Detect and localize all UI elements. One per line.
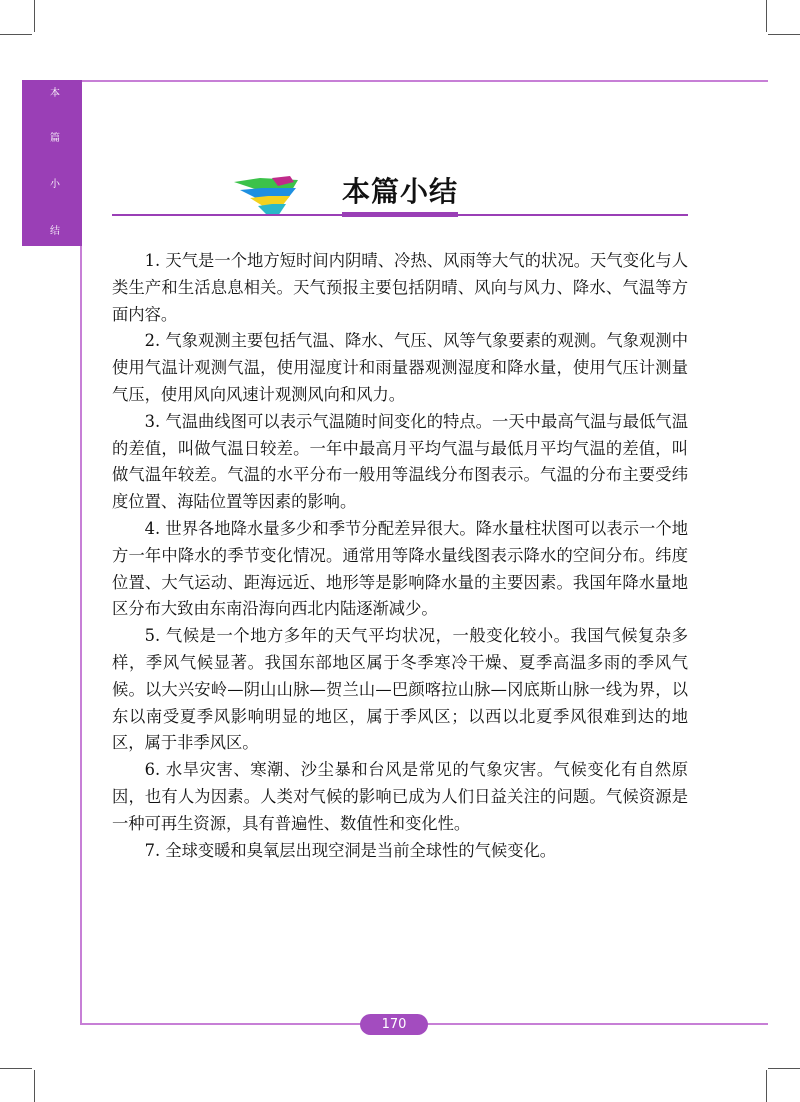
side-tab-char: 结 <box>50 226 60 237</box>
side-tab-char: 小 <box>50 179 60 190</box>
crop-mark <box>34 1070 35 1102</box>
top-rule <box>22 80 768 82</box>
summary-paragraph: 2. 气象观测主要包括气温、降水、气压、风等气象要素的观测。气象观测中使用气温计观测气温，使用湿度计和雨量器观测湿度和降水量，使用气压计测量气压，使用风向风速计观测风向和风力。 <box>112 331 688 404</box>
summary-paragraph: 5. 气候是一个地方多年的天气平均状况，一般变化较小。我国气候复杂多样，季风气候显著。我国东部地区属于冬季寒冷干燥、夏季高温多雨的季风气候。以大兴安岭—阴山山脉—贺兰山—巴颜喀拉山脉—冈底斯山脉一线为界，以东以南受夏季风影响明显的地区，属于季风区；以西以北夏季风很难到达的地区，属于非季风区。 <box>112 626 688 753</box>
summary-paragraph: 1. 天气是一个地方短时间内阴晴、冷热、风雨等大气的状况。天气变化与人类生产和生活息息相关。天气预报主要包括阴晴、风向与风力、降水、气温等方面内容。 <box>112 251 688 324</box>
crop-mark <box>766 1070 767 1102</box>
crop-mark <box>768 1068 800 1069</box>
crop-mark <box>0 1068 32 1069</box>
side-tab-char: 本 <box>50 88 60 99</box>
summary-paragraph: 6. 水旱灾害、寒潮、沙尘暴和台风是常见的气象灾害。气候变化有自然原因，也有人为因素。人类对气候的影响已成为人们日益关注的问题。气候资源是一种可再生资源，具有普遍性、数值性和变化性。 <box>112 760 688 833</box>
side-tab <box>22 80 82 246</box>
crop-mark <box>34 0 35 32</box>
crop-mark <box>766 0 767 32</box>
crop-mark <box>0 34 32 35</box>
summary-paragraph: 4. 世界各地降水量多少和季节分配差异很大。降水量柱状图可以表示一个地方一年中降水的季节变化情况。通常用等降水量线图表示降水的空间分布。纬度位置、大气运动、距海远近、地形等是影响降水量的主要因素。我国年降水量地区分布大致由东南沿海向西北内陆逐渐减少。 <box>112 518 688 619</box>
page-number: 170 <box>360 1014 428 1035</box>
side-tab-char: 篇 <box>50 133 60 144</box>
summary-paragraph: 3. 气温曲线图可以表示气温随时间变化的特点。一天中最高气温与最低气温的差值，叫做气温日较差。一年中最高月平均气温与最低月平均气温的差值，叫做气温年较差。气温的水平分布一般用等温线分布图表示。气温的分布主要受纬度位置、海陆位置等因素的影响。 <box>112 411 688 512</box>
title-underline <box>342 212 458 217</box>
summary-body <box>112 248 688 864</box>
summary-paragraph: 7. 全球变暖和臭氧层出现空洞是当前全球性的气候变化。 <box>144 840 557 860</box>
crop-mark <box>768 34 800 35</box>
page-title: 本篇小结 <box>342 175 459 208</box>
